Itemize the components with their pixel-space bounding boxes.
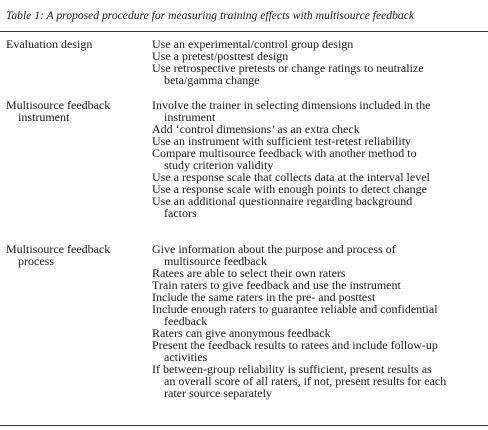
item-text-continuation: factors [164, 206, 197, 220]
item-text: If between-group reliability is sufficient, present results as [152, 362, 432, 376]
top-rule [0, 31, 488, 32]
item-text: Involve the trainer in selecting dimensions included in the [152, 98, 431, 112]
category-multisource-feedback-instrument [6, 99, 146, 123]
table-caption: Table 1: A proposed procedure for measuring training effects with multisource feedback [6, 9, 414, 22]
item-text: Use a response scale with enough points to detect change [152, 182, 427, 196]
item-text-continuation: rater source separately [164, 386, 272, 400]
list-item [152, 147, 486, 171]
item-text-continuation: study criterion validity [164, 158, 274, 172]
item-text-continuation: feedback [164, 314, 208, 328]
list-item [152, 195, 486, 219]
item-text: Use an experimental/control group design [152, 37, 354, 51]
category-label: Evaluation design [6, 37, 93, 51]
item-text: Use a pretest/posttest design [152, 49, 289, 63]
process-items [152, 243, 486, 399]
item-text: Give information about the purpose and process of [152, 242, 396, 256]
list-item [152, 303, 486, 327]
item-text-continuation: activities [164, 350, 208, 364]
item-text: Train raters to give feedback and use the instrument [152, 278, 401, 292]
list-item [152, 243, 486, 267]
item-text: Include the same raters in the pre- and posttest [152, 290, 376, 304]
list-item [152, 363, 486, 399]
bottom-rule [0, 425, 488, 426]
list-item [152, 62, 486, 86]
category-label-continuation: process [18, 254, 54, 268]
item-text: Present the feedback results to ratees and include follow-up [152, 338, 438, 352]
evaluation-design-items [152, 38, 486, 86]
item-text: Use an instrument with sufficient test-retest reliability [152, 134, 412, 148]
item-text: Use retrospective pretests or change ratings to neutralize [152, 61, 424, 75]
item-text-continuation: instrument [164, 110, 216, 124]
item-text-continuation: multisource feedback [164, 254, 267, 268]
category-label: Multisource feedback [6, 98, 111, 112]
item-text: Use an additional questionnaire regarding background [152, 194, 413, 208]
item-text: Include enough raters to guarantee reliable and confidential [152, 302, 438, 316]
list-item [152, 339, 486, 363]
category-multisource-feedback-process [6, 243, 146, 267]
item-text: Add ‘control dimensions’ as an extra check [152, 122, 360, 136]
item-text: Raters can give anonymous feedback [152, 326, 331, 340]
item-text-continuation: an overall score of all raters, if not, present results for each [164, 374, 447, 388]
instrument-items [152, 99, 486, 219]
category-label-continuation: instrument [18, 110, 70, 124]
item-text: Use a response scale that collects data at the interval level [152, 170, 430, 184]
category-evaluation-design [6, 38, 146, 50]
item-text-continuation: beta/gamma change [164, 73, 260, 87]
item-text: Compare multisource feedback with another method to [152, 146, 417, 160]
item-text: Ratees are able to select their own raters [152, 266, 346, 280]
category-label: Multisource feedback [6, 242, 111, 256]
list-item [152, 99, 486, 123]
